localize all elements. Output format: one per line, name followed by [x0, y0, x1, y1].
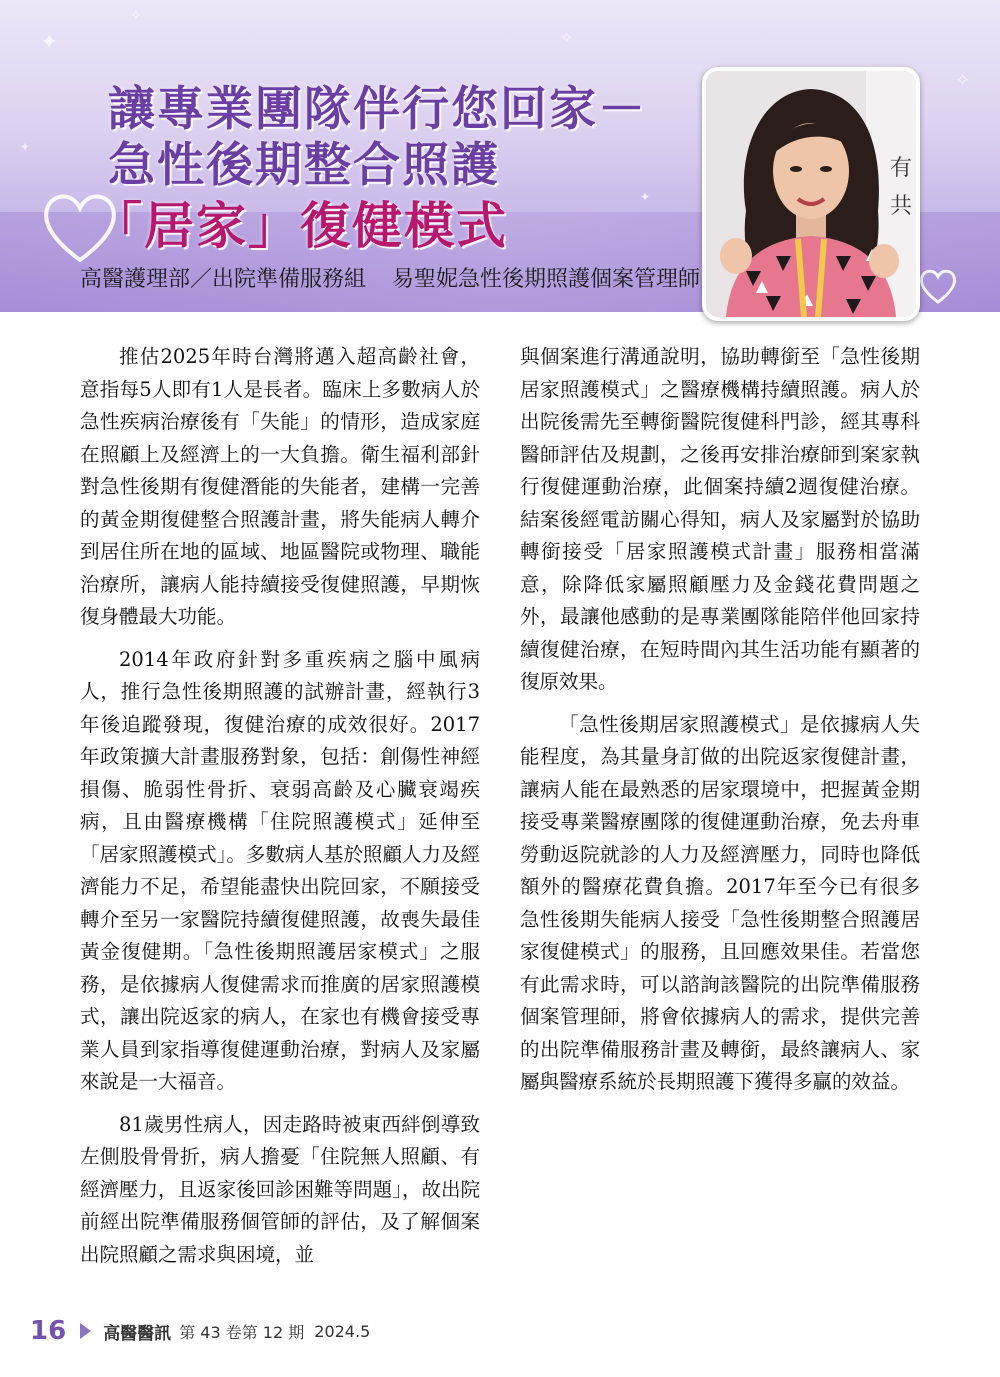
- issue-number: 第 43 卷第 12 期: [179, 1322, 305, 1342]
- sparkle-icon: ✧: [955, 70, 971, 91]
- heart-icon: [918, 268, 958, 304]
- author-department: 高醫護理部／出院準備服務組: [80, 267, 367, 292]
- article-column-right: [520, 341, 920, 1109]
- sparkle-icon: ✦: [640, 190, 651, 204]
- sparkle-icon: ✦: [20, 140, 31, 154]
- photo-background-text: 共: [889, 194, 912, 219]
- portrait-illustration: [706, 71, 916, 317]
- article-paragraph: 「急性後期居家照護模式」是依據病人失能程度，為其量身訂做的出院返家復健計畫，讓病人能在最熟悉的居家環境中，把握黃金期接受專業醫療團隊的復健運動治療，免去舟車勞動返院就診的人力及經濟壓力，同時也降低額外的醫療花費負擔。2017年至今已有很多急性後期失能病人接受「急性後期整合照護居家復健模式」的服務，且回應效果佳。若當您有此需求時，可以諮詢該醫院的出院準備服務個案管理師，將會依據病人的需求，提供完善的出院準備服務計畫及轉銜，最終讓病人、家屬與醫療系統於長期照護下獲得多贏的效益。: [520, 712, 920, 1093]
- article-title-line-1: 讓專業團隊伴行您回家－: [108, 82, 647, 137]
- article-paragraph: 81歲男性病人，因走路時被東西絆倒導致左側股骨骨折，病人擔憂「住院無人照顧、有經濟壓力，且返家後回診困難等問題」，故出院前經出院準備服務個管師的評估，及了解個案出院照顧之需求與困境，並: [80, 1112, 480, 1266]
- article-title-line-2: 急性後期整合照護: [108, 138, 500, 193]
- byline: [80, 262, 700, 293]
- author-photo: [702, 67, 920, 321]
- issue-date: 2024.5: [314, 1321, 371, 1341]
- article-paragraph: 推估2025年時台灣將邁入超高齡社會，意指每5人即有1人是長者。臨床上多數病人於急性疾病治療後有「失能」的情形，造成家庭在照顧上及經濟上的一大負擔。衛生福利部針對急性後期有復健潛能的失能者，建構一完善的黃金期復健整合照護計畫，將失能病人轉介到居住所在地的區域、地區醫院或物理、職能治療所，讓病人能持續接受復健照護，早期恢復身體最大功能。: [80, 345, 480, 628]
- article-paragraph: 2014年政府針對多重疾病之腦中風病人，推行急性後期照護的試辦計畫，經執行3年後追蹤發現，復健治療的成效很好。2017年政策擴大計畫服務對象，包括：創傷性神經損傷、脆弱性骨折、衰弱高齡及心臟衰竭疾病，且由醫療機構「住院照護模式」延伸至「居家照護模式」。多數病人基於照顧人力及經濟能力不足，希望能盡快出院回家，不願接受轉介至另一家醫院持續復健照護，故喪失最佳黃金復健期。「急性後期照護居家模式」之服務，是依據病人復健需求而推廣的居家照護模式，讓出院返家的病人，在家也有機會接受專業人員到家指導復健運動治療，對病人及家屬來說是一大福音。: [80, 647, 480, 1093]
- page-footer: [30, 1316, 370, 1346]
- journal-name: 高醫醫訊: [103, 1323, 172, 1344]
- author-name: 易聖妮急性後期照護個案管理師: [392, 267, 701, 292]
- sparkle-icon: ✧: [560, 28, 574, 47]
- sparkle-icon: ✧: [130, 8, 142, 24]
- page-number: 16: [30, 1316, 67, 1346]
- photo-background-text: 有: [889, 156, 912, 181]
- article-column-left: [80, 341, 480, 1281]
- article-title-line-3: 「居家」復健模式: [92, 197, 508, 255]
- triangle-arrow-icon: [80, 1323, 91, 1339]
- sparkle-icon: ✦: [40, 30, 59, 55]
- article-paragraph: 與個案進行溝通說明，協助轉銜至「急性後期居家照護模式」之醫療機構持續照護。病人於出院後需先至轉銜醫院復健科門診，經其專科醫師評估及規劃，之後再安排治療師到案家執行復健運動治療，此個案持續2週復健治療。結案後經電訪關心得知，病人及家屬對於協助轉銜接受「居家照護模式計畫」服務相當滿意，除降低家屬照顧壓力及金錢花費問題之外，最讓他感動的是專業團隊能陪伴他回家持續復健治療，在短時間內其生活功能有顯著的復原效果。: [520, 345, 920, 693]
